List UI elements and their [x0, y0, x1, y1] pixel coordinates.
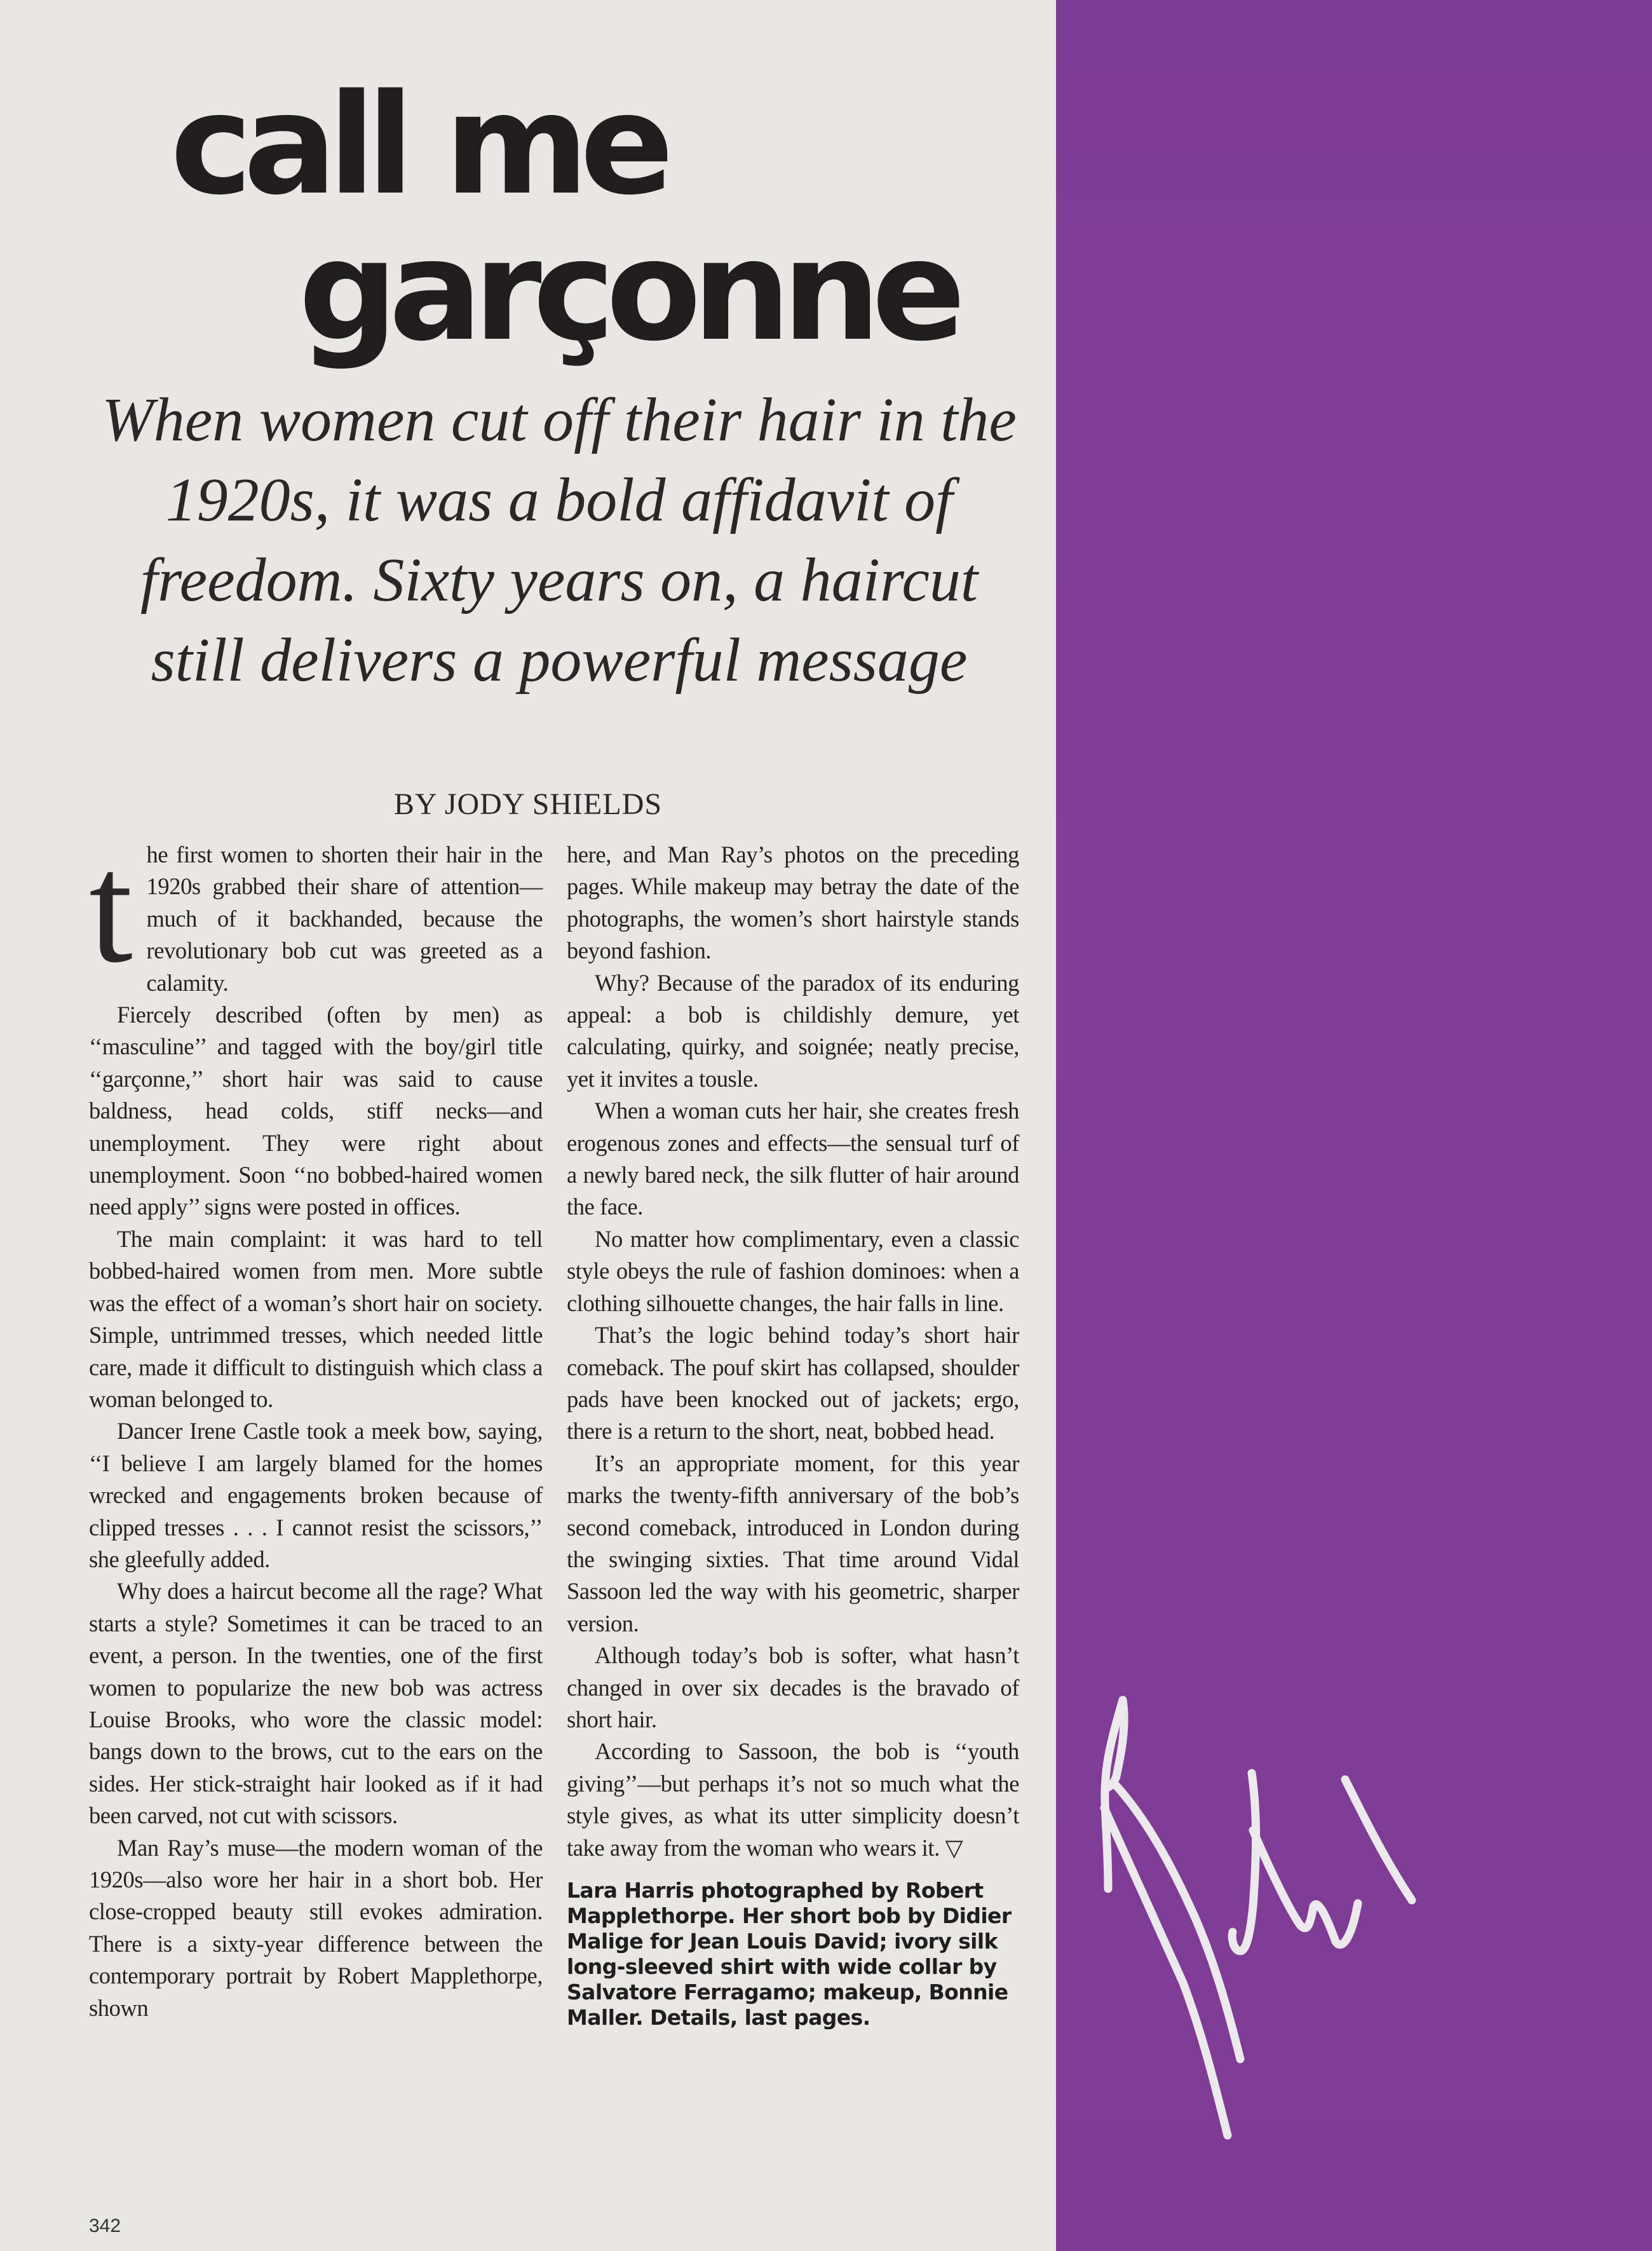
paragraph: Man Ray’s muse—the modern woman of the 1920s—also wore her hair in a short bob. Her close-cropped beauty still evokes admiration. There is a sixty-year difference between the contemporary portrait by Robert Mapplethorpe, shown	[89, 1834, 543, 2021]
title-line-2: garçonne	[299, 211, 957, 372]
paragraph: That’s the logic behind today’s short hair comeback. The pouf skirt has collapsed, shoulder pads have been knocked out of jackets; ergo, there is a return to the short, neat, bobbed head.	[567, 1322, 1019, 1445]
paragraph: Although today’s bob is softer, what hasn’t changed in over six decades is the bravado of short hair.	[567, 1642, 1019, 1732]
paragraph: The main complaint: it was hard to tell bobbed-haired women from men. More subtle was the effect of a woman’s short hair on society. Simple, untrimmed tresses, which needed little care, made it difficult to distinguish which class a woman belonged to.	[89, 1225, 543, 1412]
paragraph: Why? Because of the paradox of its enduring appeal: a bob is childishly demure, yet calculating, quirky, and soignée; neatly precise, yet it invites a tousle.	[567, 969, 1019, 1092]
photo-caption: Lara Harris photographed by Robert Mapplethorpe. Her short bob by Didier Malige for Jean Louis David; ivory silk long-sleeved shirt with wide collar by Salvatore Ferragamo; makeup, Bonnie Maller. Details, last pages.	[567, 1878, 1012, 2030]
signature-stroke	[1232, 1773, 1358, 1951]
paragraph: Fiercely described (often by men) as ‘‘masculine’’ and tagged with the boy/girl title ‘‘garçonne,’’ short hair was said to cause baldness, head colds, stiff necks—and unemployment. They were right about unemployment. Soon ‘‘no bobbed-haired women need apply’’ signs were posted in offices.	[89, 1002, 543, 1220]
paragraph: here, and Man Ray’s photos on the preceding pages. While makeup may betray the date of the photographs, the women’s short hairstyle stands beyond fashion.	[567, 841, 1019, 964]
paragraph: When a woman cuts her hair, she creates fresh erogenous zones and effects—the sensual turf of a newly bared neck, the silk flutter of hair around the face.	[567, 1098, 1019, 1220]
left-column	[89, 820, 543, 2024]
byline: BY JODY SHIELDS	[393, 787, 663, 821]
right-column	[567, 839, 1019, 2030]
paragraph: Dancer Irene Castle took a meek bow, saying, ‘‘I believe I am largely blamed for the homes wrecked and engagements broken because of clipped tresses . . . I cannot resist the scissors,’’ she gleefully added.	[89, 1418, 543, 1572]
title-line-1: call me	[170, 65, 665, 226]
paragraph: It’s an appropriate moment, for this year marks the twenty-fifth anniversary of the bob’s second comeback, introduced in London during the swinging sixties. That time around Vidal Sassoon led the way with his geometric, sharper version.	[567, 1450, 1019, 1636]
signature-stroke	[1116, 1786, 1240, 2059]
paragraph: he first women to shorten their hair in the 1920s grabbed their share of attention—much of it backhanded, because the revolutionary bob cut was greeted as a calamity.	[146, 841, 543, 996]
subtitle: When women cut off their hair in the 1920s, it was a bold affidavit of freedom. Sixty years on, a haircut still delivers a powerful message	[102, 386, 1017, 695]
paragraph: No matter how complimentary, even a classic style obeys the rule of fashion dominoes: when a clothing silhouette changes, the hair falls in line.	[567, 1225, 1019, 1316]
signature-graphic	[1056, 1652, 1652, 2251]
drop-cap: t	[89, 820, 133, 995]
paragraph: According to Sassoon, the bob is ‘‘youth giving’’—but perhaps it’s not so much what the style gives, as what its utter simplicity doesn’t take away from the woman who wears it. ▽	[567, 1738, 1019, 1861]
page-number: 342	[89, 2215, 121, 2236]
paragraph: Why does a haircut become all the rage? What starts a style? Sometimes it can be traced to an event, a person. In the twenties, one of the first women to popularize the new bob was actress Louise Brooks, who wore the classic model: bangs down to the brows, cut to the ears on the sides. Her stick-straight hair looked as if it had been carved, not cut with scissors.	[89, 1578, 543, 1829]
signature-stroke	[1345, 1779, 1412, 1900]
